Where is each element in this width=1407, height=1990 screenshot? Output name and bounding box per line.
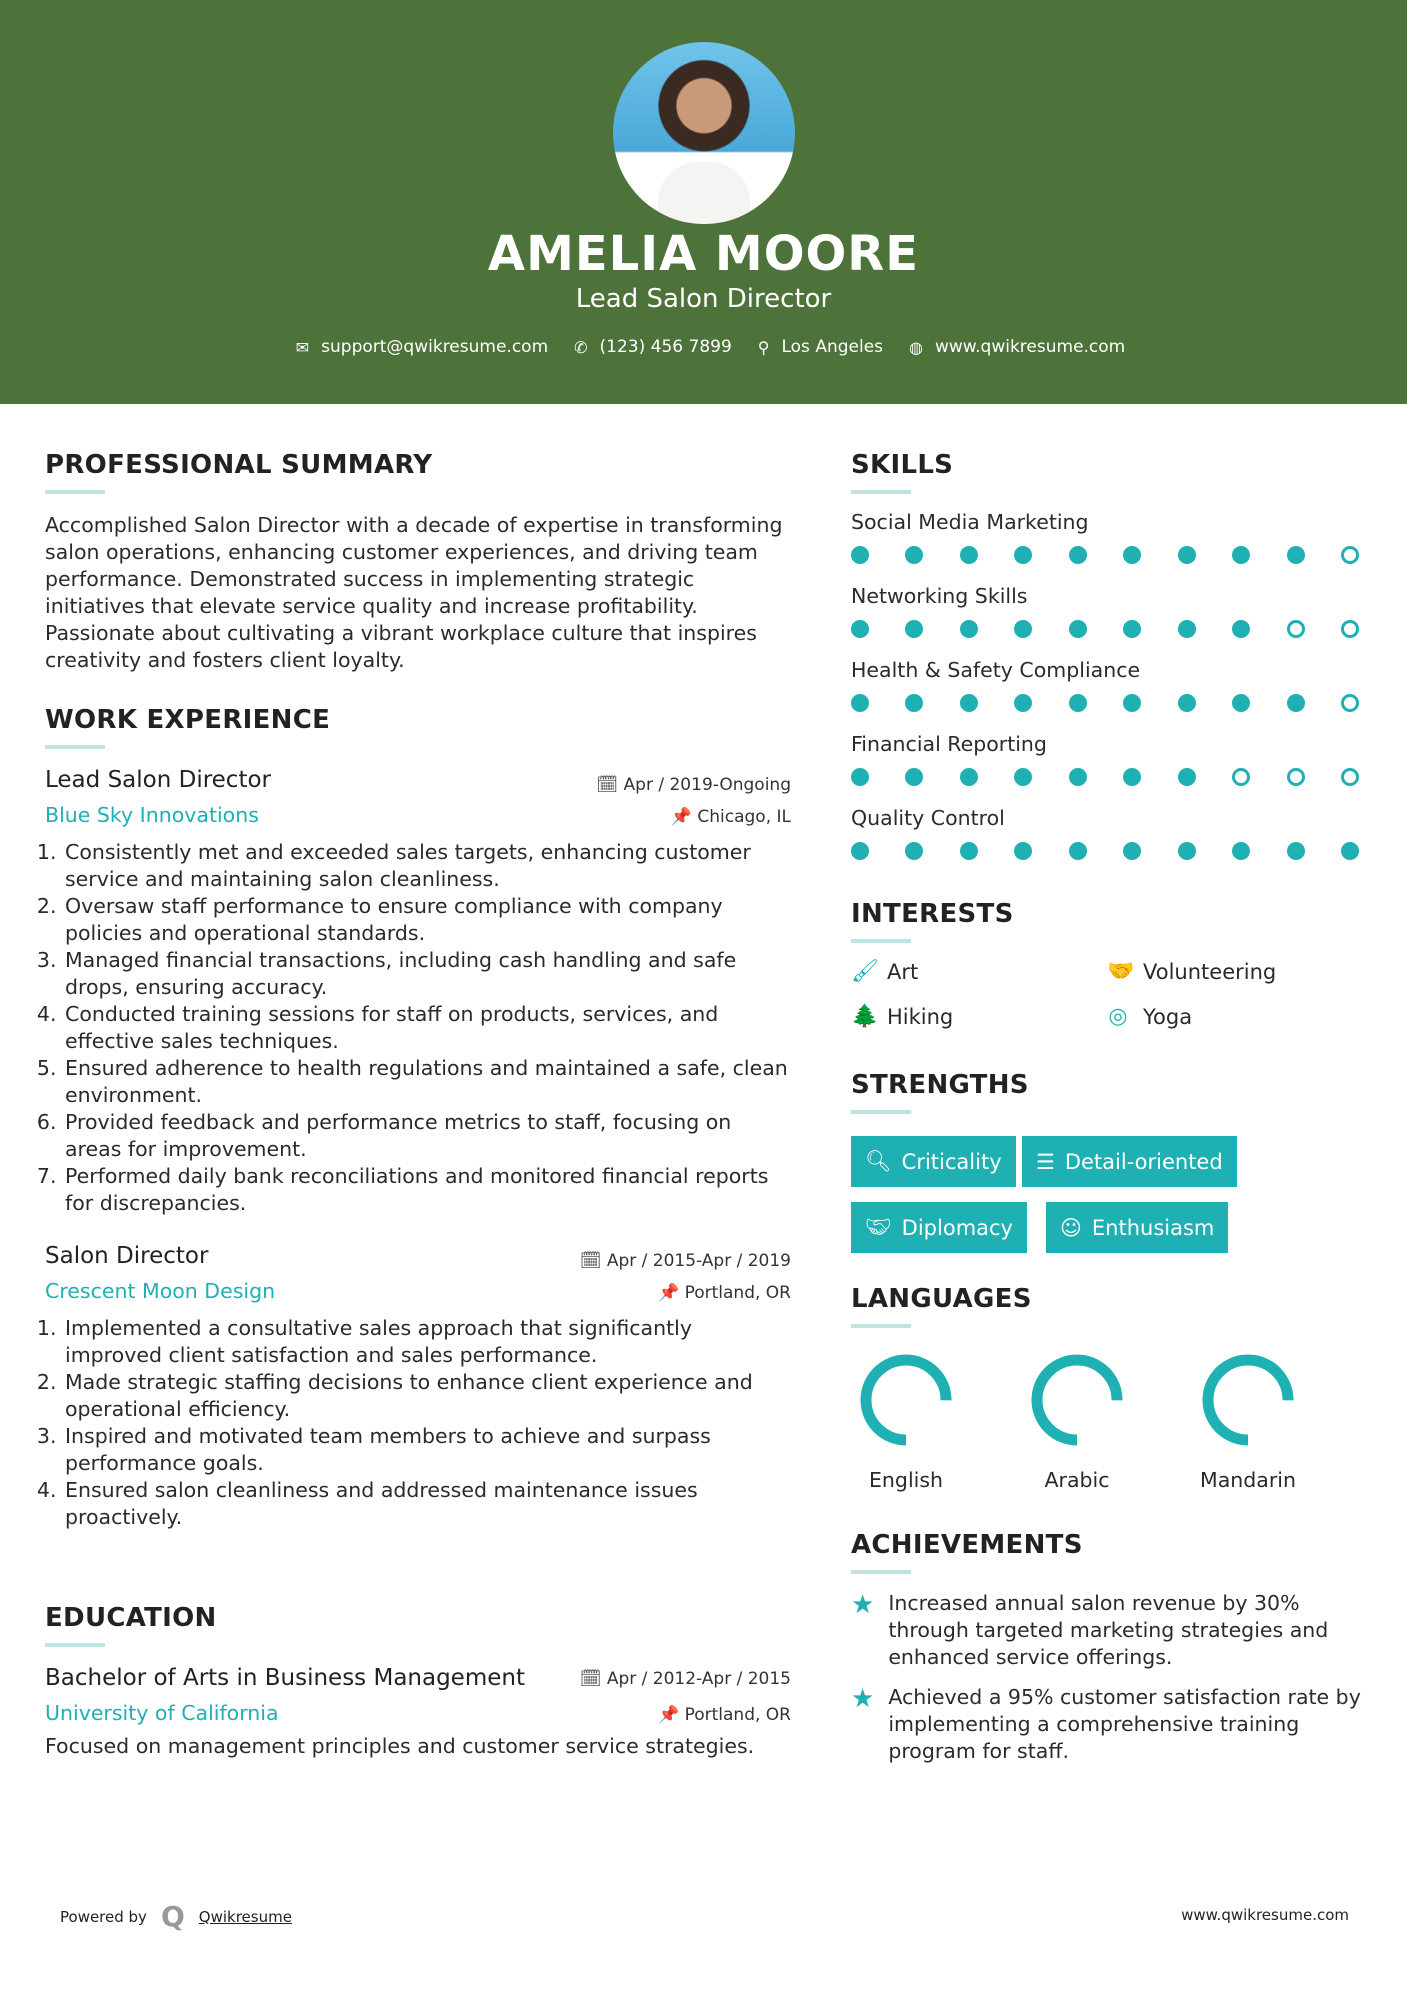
rating-dot [1069, 768, 1087, 786]
summary-section [45, 450, 795, 674]
job-entry [45, 767, 791, 1217]
interest-yoga: ◎ Yoga [1108, 1004, 1193, 1029]
rating-dot [1069, 694, 1087, 712]
bullet: 3. Inspired and motivated team members to achieve and surpass performance goals. [63, 1423, 791, 1477]
rating-dot [905, 620, 923, 638]
bullet: 4. Ensured salon cleanliness and addressed maintenance issues proactively. [63, 1477, 791, 1531]
list-icon: ☰ [1036, 1149, 1055, 1174]
rating-dot [1014, 694, 1032, 712]
section-heading: LANGUAGES [851, 1284, 1032, 1314]
candidate-name: AMELIA MOORE [487, 226, 920, 282]
phone-icon: ✆ [574, 337, 588, 357]
rating-dot [1014, 842, 1032, 860]
rating-dot [905, 842, 923, 860]
rating-dot [905, 768, 923, 786]
education-description: Focused on management principles and customer service strategies. [45, 1734, 755, 1758]
education-section [45, 1603, 791, 1760]
search-icon: 🔍︎ [865, 1149, 892, 1173]
rating-dot [1178, 694, 1196, 712]
rating-dot [851, 842, 869, 860]
school: University of California [45, 1701, 279, 1725]
rating-dot [1232, 546, 1250, 564]
rating-dot [1069, 620, 1087, 638]
job-bullets [45, 839, 791, 1217]
contact-bar [0, 337, 1407, 357]
company: Blue Sky Innovations [45, 803, 259, 827]
rating-dot [905, 546, 923, 564]
candidate-title: Lead Salon Director [575, 284, 832, 314]
qwikresume-logo-icon: Q [160, 1900, 185, 1933]
rating-dot [1287, 546, 1305, 564]
interest-volunteering: 🤝 Volunteering [1107, 959, 1277, 984]
rating-dot [1178, 768, 1196, 786]
achievement-item: ★ Achieved a 95% customer satisfaction rate by implementing a comprehensive training program for staff. [851, 1684, 1361, 1763]
job-title: Salon Director [45, 1243, 209, 1269]
job-location: 📌 Chicago, IL [670, 807, 791, 827]
skill-rating [851, 768, 1359, 786]
brand-link[interactable]: Qwikresume [198, 1907, 292, 1926]
rating-dot [1341, 694, 1359, 712]
rating-dot [851, 694, 869, 712]
paintbrush-icon: 🖌 [851, 959, 879, 984]
rating-dot [851, 768, 869, 786]
achievements-section [851, 1530, 1381, 1770]
rating-dot [1287, 842, 1305, 860]
job-entry [45, 1243, 791, 1531]
map-pin-icon: ⚲ [757, 337, 770, 357]
rating-dot [960, 842, 978, 860]
bullet: 2. Oversaw staff performance to ensure compliance with company policies and operational standards. [63, 893, 791, 947]
education-location: 📌 Portland, OR [658, 1705, 791, 1725]
rating-dot [1287, 620, 1305, 638]
envelope-icon: ✉ [295, 337, 310, 357]
rating-dot [1069, 546, 1087, 564]
rating-dot [1341, 546, 1359, 564]
job-date: 🗓 Apr / 2015-Apr / 2019 [579, 1251, 791, 1271]
skill-name: Health & Safety Compliance [851, 658, 1141, 682]
language-name: English [868, 1468, 944, 1492]
bullet: 6. Provided feedback and performance metrics to staff, focusing on areas for improvement. [63, 1109, 791, 1163]
strength-badge: 🔍︎ Criticality [851, 1136, 1016, 1187]
section-heading: PROFESSIONAL SUMMARY [45, 450, 433, 480]
rating-dot [1178, 546, 1196, 564]
rating-dot [1178, 842, 1196, 860]
skill-rating [851, 620, 1359, 638]
bullet: 5. Ensured adherence to health regulations and maintained a safe, clean environment. [63, 1055, 791, 1109]
phone: (123) 456 7899 [599, 337, 732, 357]
skill-rating [851, 694, 1359, 712]
job-title: Lead Salon Director [45, 767, 272, 793]
globe-icon: ◍ [909, 337, 923, 357]
degree: Bachelor of Arts in Business Management [45, 1665, 525, 1691]
email[interactable]: support@qwikresume.com [321, 337, 549, 357]
footer-brand [60, 1900, 292, 1933]
skill-name: Quality Control [851, 806, 1005, 830]
section-heading: WORK EXPERIENCE [45, 705, 331, 735]
bullet: 7. Performed daily bank reconciliations and monitored financial reports for discrepancies. [63, 1163, 791, 1217]
rating-dot [1341, 842, 1359, 860]
location: Los Angeles [781, 337, 884, 357]
rating-dot [1123, 546, 1141, 564]
section-heading: ACHIEVEMENTS [851, 1530, 1083, 1560]
company: Crescent Moon Design [45, 1279, 276, 1303]
skill-name: Financial Reporting [851, 732, 1047, 756]
summary-text: Accomplished Salon Director with a decade of expertise in transforming salon operations, enhancing customer experiences, and driving team performance. Demonstrated success in implementing strategic initiatives that elevate service quality and increase profitability. Passionate about cultivating a vibrant workplace culture that inspires creativity and fosters client loyalty. [45, 513, 783, 672]
tree-icon: 🌲 [851, 1004, 879, 1029]
skill-name: Social Media Marketing [851, 510, 1089, 534]
rating-dot [1232, 620, 1250, 638]
rating-dot [851, 546, 869, 564]
rating-dot [1178, 620, 1196, 638]
handshake-icon: 🤝︎ [865, 1215, 892, 1239]
education-entry [45, 1665, 791, 1760]
bullet: 4. Conducted training sessions for staff on products, services, and effective sales techniques. [63, 1001, 791, 1055]
rating-dot [905, 694, 923, 712]
rating-dot [1014, 620, 1032, 638]
rating-dot [960, 546, 978, 564]
skill-name: Networking Skills [851, 584, 1028, 608]
rating-dot [851, 620, 869, 638]
languages-section [851, 1284, 1371, 1504]
education-date: 🗓 Apr / 2012-Apr / 2015 [579, 1669, 791, 1689]
interest-hiking: 🌲 Hiking [851, 1004, 954, 1029]
rating-dot [1123, 620, 1141, 638]
language-name: Mandarin [1200, 1468, 1296, 1492]
job-bullets [45, 1315, 791, 1531]
rating-dot [1341, 768, 1359, 786]
section-heading: STRENGTHS [851, 1070, 1029, 1100]
footer-url[interactable]: www.qwikresume.com [1181, 1906, 1349, 1924]
website[interactable]: www.qwikresume.com [934, 337, 1126, 357]
language-name: Arabic [1044, 1468, 1110, 1492]
language-item [821, 1350, 991, 1492]
rating-dot [1341, 620, 1359, 638]
rating-dot [960, 694, 978, 712]
skill-rating [851, 546, 1359, 564]
smile-icon: ☺ [1060, 1215, 1082, 1240]
rating-dot [1232, 768, 1250, 786]
bullet: 2. Made strategic staffing decisions to enhance client experience and operational efficiency. [63, 1369, 791, 1423]
language-item [992, 1350, 1162, 1492]
rating-dot [960, 768, 978, 786]
profile-photo [613, 42, 795, 224]
strength-badge: 🤝︎ Diplomacy [851, 1202, 1027, 1253]
language-item [1163, 1350, 1333, 1492]
interest-art: 🖌 Art [851, 959, 919, 984]
header [0, 0, 1407, 404]
language-progress-ring [856, 1350, 956, 1450]
rating-dot [1069, 842, 1087, 860]
lifebuoy-icon: ◎ [1108, 1004, 1128, 1029]
powered-by-label: Powered by [60, 1907, 147, 1926]
rating-dot [1232, 694, 1250, 712]
bullet: 3. Managed financial transactions, including cash handling and safe drops, ensuring accuracy. [63, 947, 791, 1001]
section-heading: EDUCATION [45, 1603, 217, 1633]
section-heading: INTERESTS [851, 899, 1014, 929]
bullet: 1. Consistently met and exceeded sales targets, enhancing customer service and maintaining salon cleanliness. [63, 839, 791, 893]
strengths-section [851, 1070, 1371, 1260]
rating-dot [1123, 768, 1141, 786]
handshake-icon: 🤝 [1107, 959, 1135, 984]
rating-dot [1287, 694, 1305, 712]
strength-badge: ☰ Detail-oriented [1022, 1136, 1237, 1187]
language-progress-ring [1198, 1350, 1298, 1450]
rating-dot [1014, 768, 1032, 786]
job-location: 📌 Portland, OR [658, 1283, 791, 1303]
rating-dot [1014, 546, 1032, 564]
experience-section [45, 705, 791, 1531]
rating-dot [1232, 842, 1250, 860]
star-icon: ★ [851, 1684, 875, 1714]
strength-badge: ☺ Enthusiasm [1046, 1202, 1228, 1253]
job-date: 🗓 Apr / 2019-Ongoing [596, 775, 791, 795]
skills-section [851, 450, 1371, 880]
rating-dot [960, 620, 978, 638]
interests-section [851, 899, 1371, 1039]
bullet: 1. Implemented a consultative sales approach that significantly improved client satisfaction and sales performance. [63, 1315, 791, 1369]
section-heading: SKILLS [851, 450, 954, 480]
star-icon: ★ [851, 1590, 875, 1620]
skill-rating [851, 842, 1359, 860]
achievement-item: ★ Increased annual salon revenue by 30% through targeted marketing strategies and enhanced service offerings. [851, 1590, 1329, 1669]
language-progress-ring [1027, 1350, 1127, 1450]
rating-dot [1123, 694, 1141, 712]
rating-dot [1123, 842, 1141, 860]
rating-dot [1287, 768, 1305, 786]
